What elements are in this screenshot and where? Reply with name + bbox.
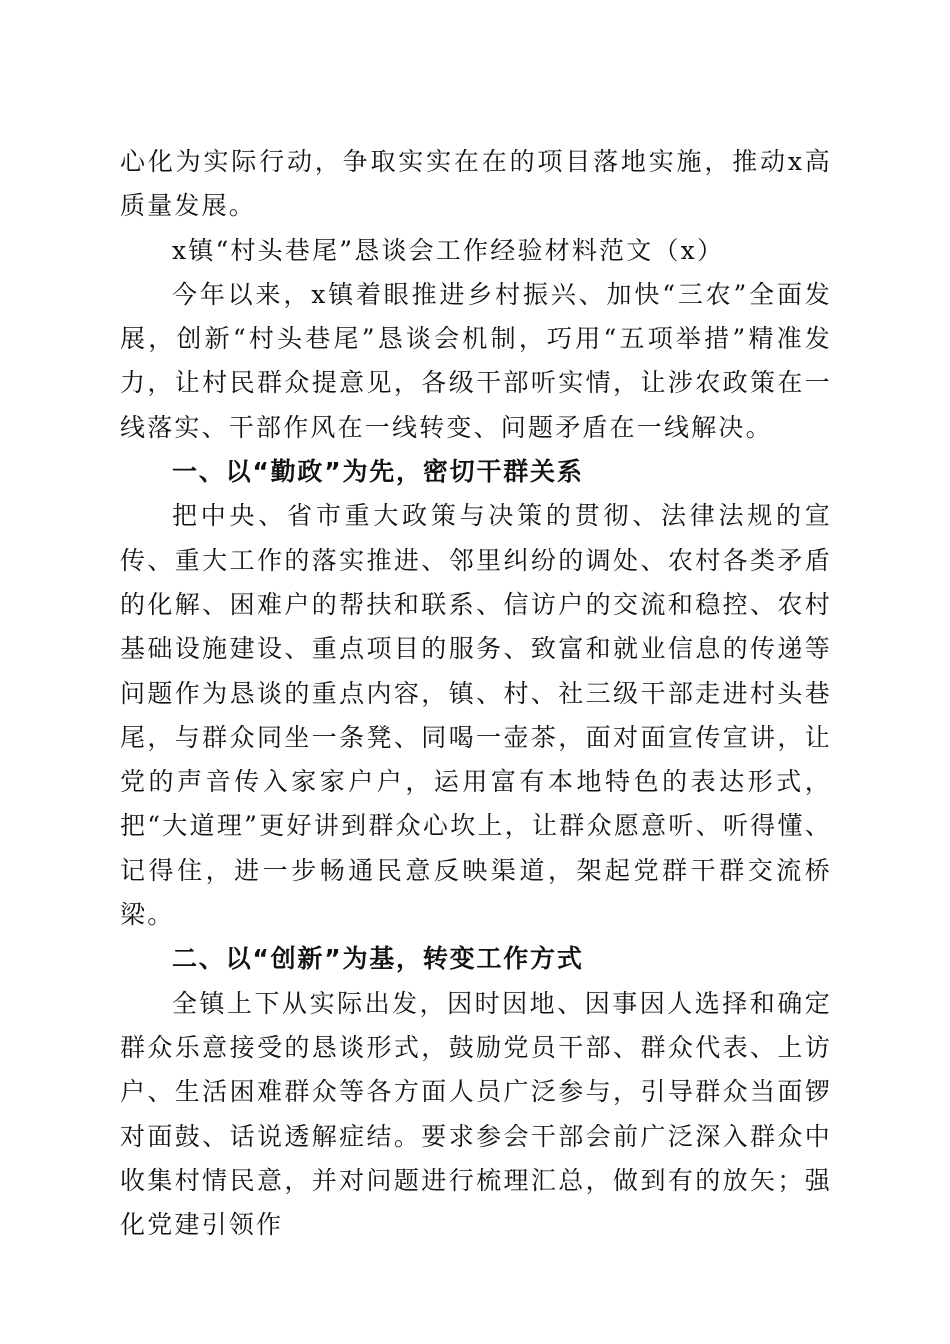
section-heading-2: 二、以“创新”为基，转变工作方式	[172, 944, 584, 974]
intro-paragraph: 今年以来，x镇着眼推进乡村振兴、加快“三农”全面发展，创新“村头巷尾”恳谈会机制，巧用“五项举措”精准发力，让村民群众提意见，各级干部听实情，让涉农政策在一线落实、干部作风在一线转变、问题矛盾在一线解决。	[120, 279, 832, 442]
document-body	[120, 140, 832, 1247]
section-paragraph-1: 把中央、省市重大政策与决策的贯彻、法律法规的宣传、重大工作的落实推进、邻里纠纷的调处、农村各类矛盾的化解、困难户的帮扶和联系、信访户的交流和稳控、农村基础设施建设、重点项目的服务、致富和就业信息的传递等问题作为恳谈的重点内容，镇、村、社三级干部走进村头巷尾，与群众同坐一条凳、同喝一壶茶，面对面宣传宣讲，让党的声音传入家家户户，运用富有本地特色的表达形式，把“大道理”更好讲到群众心坎上，让群众愿意听、听得懂、记得住，进一步畅通民意反映渠道，架起党群干群交流桥梁。	[120, 501, 832, 930]
section-heading-1: 一、以“勤政”为先，密切干群关系	[172, 457, 584, 487]
section-paragraph-2: 全镇上下从实际出发，因时因地、因事因人选择和确定群众乐意接受的恳谈形式，鼓励党员干部、群众代表、上访户、生活困难群众等各方面人员广泛参与，引导群众当面锣对面鼓、话说透解症结。要求参会干部会前广泛深入群众中收集村情民意，并对问题进行梳理汇总，做到有的放矢；强化党建引领作	[120, 988, 832, 1240]
document-title: x镇“村头巷尾”恳谈会工作经验材料范文（x）	[172, 235, 725, 265]
continuation-paragraph: 心化为实际行动，争取实实在在的项目落地实施，推动x高质量发展。	[120, 147, 832, 221]
